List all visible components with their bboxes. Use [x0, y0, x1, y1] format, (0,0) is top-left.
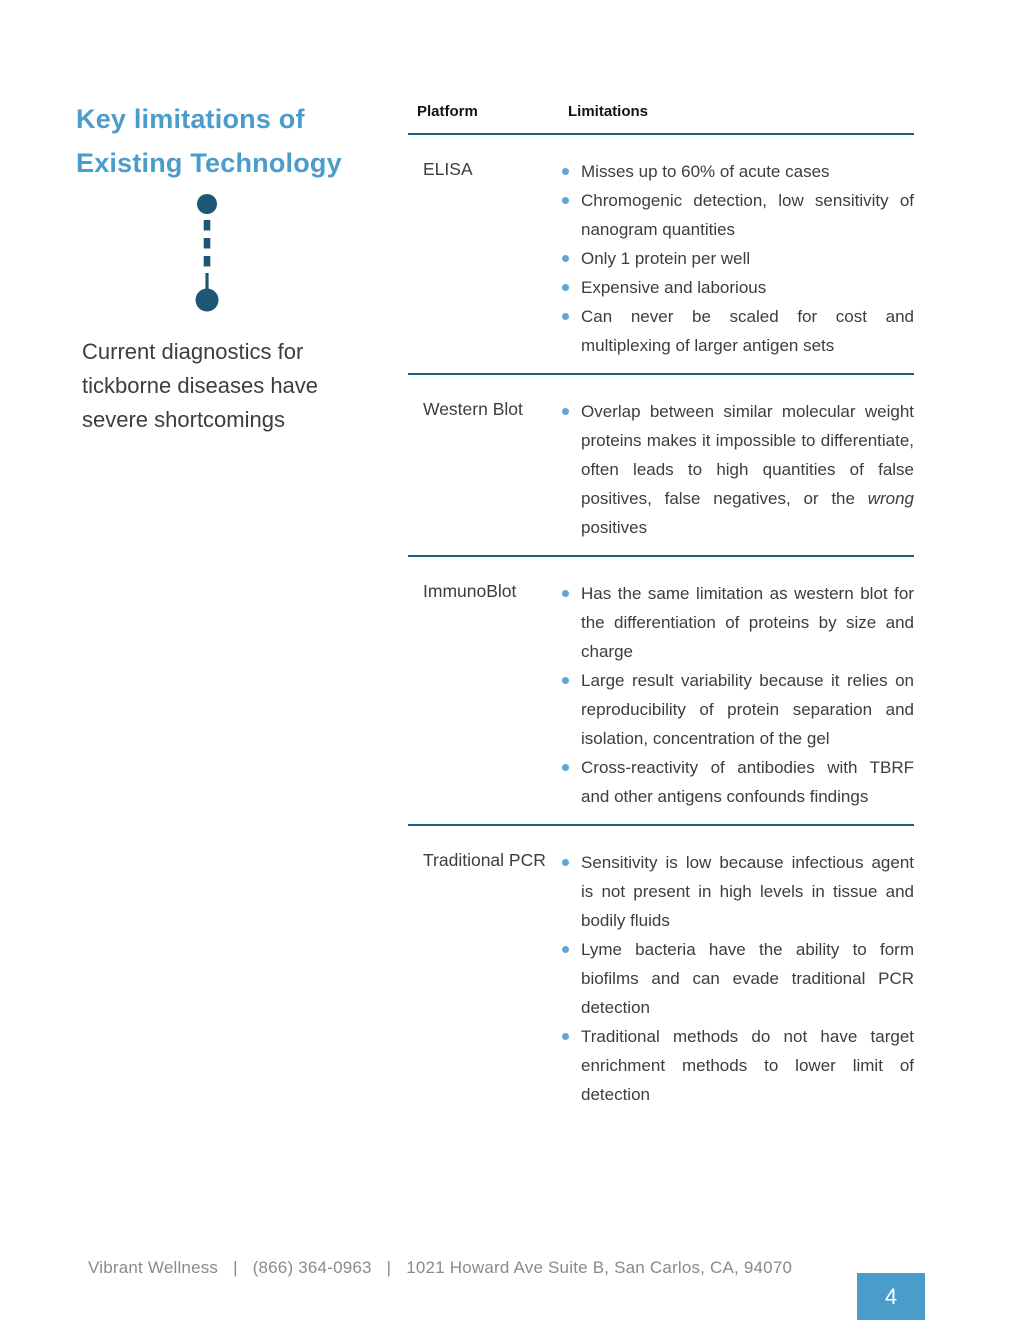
limitation-item — [560, 935, 914, 1022]
bullet-icon — [562, 859, 569, 866]
limitation-text: Chromogenic detection, low sensitivity of nanogram quantities — [581, 191, 914, 239]
limitation-item — [560, 186, 914, 244]
left-panel — [76, 97, 376, 432]
bullet-icon — [562, 764, 569, 771]
limitation-text: Misses up to 60% of acute cases — [581, 162, 830, 181]
bullet-icon — [562, 197, 569, 204]
limitations-cell — [560, 579, 914, 811]
limitation-text: Sensitivity is low because infectious agent is not present in high levels in tissue and bodily fluids — [581, 853, 914, 930]
limitation-text: Lyme bacteria have the ability to form biofilms and can evade traditional PCR detection — [581, 940, 914, 1017]
limitation-item — [560, 397, 914, 542]
table-row — [408, 135, 914, 375]
footer-phone: (866) 364-0963 — [252, 1258, 372, 1277]
limitation-item — [560, 753, 914, 811]
footer-address: 1021 Howard Ave Suite B, San Carlos, CA, 94070 — [406, 1258, 793, 1277]
page-footer — [88, 1258, 792, 1278]
bullet-icon — [562, 284, 569, 291]
limitation-item — [560, 579, 914, 666]
subtitle-text: Current diagnostics for tickborne diseases have severe shortcomings — [82, 339, 319, 432]
dotted-connector-icon — [187, 193, 227, 317]
bullet-icon — [562, 408, 569, 415]
page-title-line2: Existing Technology — [76, 148, 342, 178]
page-number-badge: 4 — [857, 1273, 925, 1320]
bullet-icon — [562, 677, 569, 684]
table-body — [408, 135, 914, 1122]
table-row — [408, 375, 914, 557]
limitations-cell — [560, 157, 914, 360]
limitations-cell — [560, 397, 914, 542]
bullet-icon — [562, 946, 569, 953]
footer-company: Vibrant Wellness — [88, 1258, 219, 1277]
table-row — [408, 557, 914, 826]
footer-separator: | — [386, 1258, 392, 1277]
limitation-text: Has the same limitation as western blot for the differentiation of proteins by size and charge — [581, 584, 914, 661]
platform-cell: ImmunoBlot — [423, 581, 517, 601]
page-title — [76, 97, 376, 185]
limitation-item — [560, 244, 914, 273]
bullet-icon — [562, 313, 569, 320]
limitation-text: Large result variability because it relies on reproducibility of protein separation and isolation, concentration of the gel — [581, 671, 914, 748]
limitation-item — [560, 666, 914, 753]
table-row — [408, 826, 914, 1122]
limitation-item — [560, 157, 914, 186]
column-header-platform: Platform — [417, 103, 478, 120]
table-header-row — [408, 97, 914, 135]
limitations-cell — [560, 848, 914, 1109]
bullet-icon — [562, 590, 569, 597]
page-title-line1: Key limitations of — [76, 104, 305, 134]
platform-cell: Traditional PCR — [423, 850, 546, 870]
limitation-text: Traditional methods do not have target enrichment methods to lower limit of detection — [581, 1027, 914, 1104]
limitation-text: Expensive and laborious — [581, 278, 767, 297]
limitation-item — [560, 1022, 914, 1109]
bullet-icon — [562, 168, 569, 175]
platform-cell: ELISA — [423, 159, 473, 179]
limitation-text: Only 1 protein per well — [581, 249, 751, 268]
bullet-icon — [562, 1033, 569, 1040]
limitation-item — [560, 273, 914, 302]
limitation-text: Can never be scaled for cost and multiplexing of larger antigen sets — [581, 307, 914, 355]
footer-separator: | — [233, 1258, 238, 1277]
limitation-text: Overlap between similar molecular weight proteins makes it impossible to differentiate, often leads to high quantities of false positives, false negatives, or the wrong positives — [581, 402, 914, 537]
limitation-text: Cross-reactivity of antibodies with TBRF and other antigens confounds findings — [581, 758, 914, 806]
limitations-table — [408, 97, 914, 1122]
column-header-limitations: Limitations — [568, 103, 649, 120]
platform-cell: Western Blot — [423, 399, 523, 419]
bullet-icon — [562, 255, 569, 262]
limitation-item — [560, 848, 914, 935]
limitation-item — [560, 302, 914, 360]
